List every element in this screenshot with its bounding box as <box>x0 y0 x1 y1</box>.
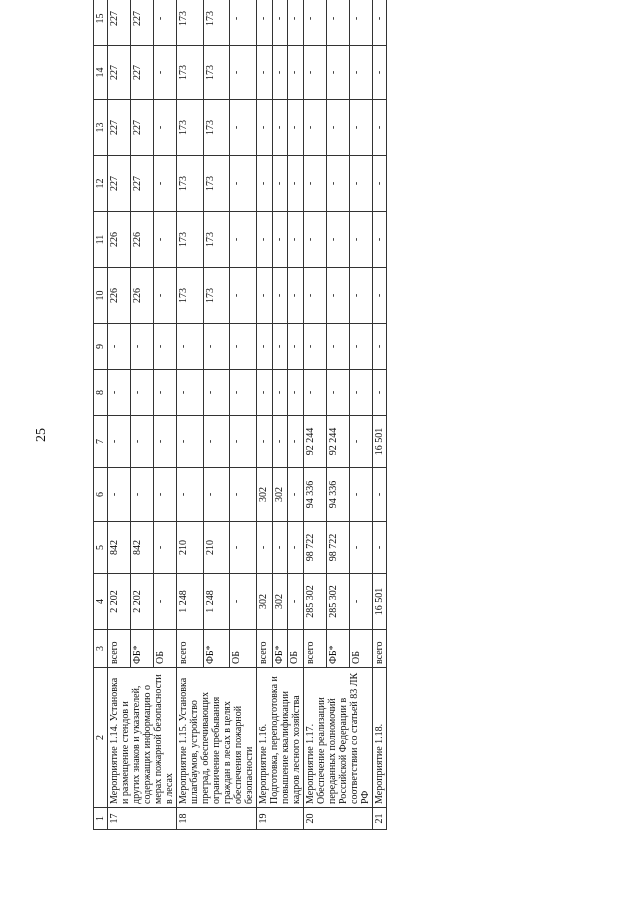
funding-source: всего <box>304 630 327 668</box>
column-header: 6 <box>94 468 108 522</box>
value-cell: - <box>350 522 373 574</box>
value-cell: - <box>177 324 204 370</box>
value-cell: - <box>177 416 204 468</box>
value-cell: - <box>350 416 373 468</box>
value-cell: 173 <box>203 268 230 324</box>
column-header: 7 <box>94 416 108 468</box>
value-cell: - <box>230 212 257 268</box>
value-cell: - <box>230 324 257 370</box>
value-cell: - <box>154 0 177 46</box>
value-cell: 173 <box>177 268 204 324</box>
measure-description: Мероприятие 1.16. Подготовка, переподготовка и повышение квалификации кадров лесного хозяйства <box>257 668 304 808</box>
value-cell: - <box>257 212 273 268</box>
value-cell: - <box>230 574 257 630</box>
value-cell: - <box>327 100 350 156</box>
value-cell: - <box>177 370 204 416</box>
value-cell: - <box>203 468 230 522</box>
value-cell: - <box>272 212 288 268</box>
table-row <box>373 0 387 830</box>
value-cell: - <box>257 370 273 416</box>
value-cell: - <box>288 0 304 46</box>
value-cell: - <box>327 212 350 268</box>
value-cell: 173 <box>177 46 204 100</box>
funding-source: всего <box>257 630 273 668</box>
rotated-table-container <box>93 11 593 830</box>
value-cell: - <box>154 370 177 416</box>
value-cell: - <box>131 416 154 468</box>
value-cell: - <box>154 212 177 268</box>
value-cell: - <box>373 212 387 268</box>
value-cell: 285 302 <box>304 574 327 630</box>
funding-source: ОБ <box>154 630 177 668</box>
value-cell: - <box>288 416 304 468</box>
value-cell: - <box>154 268 177 324</box>
value-cell: - <box>131 370 154 416</box>
value-cell: - <box>350 46 373 100</box>
value-cell: 173 <box>203 100 230 156</box>
value-cell: 173 <box>177 100 204 156</box>
value-cell: 227 <box>108 46 131 100</box>
funding-source: ОБ <box>230 630 257 668</box>
value-cell: - <box>272 268 288 324</box>
value-cell: 226 <box>108 268 131 324</box>
value-cell: - <box>288 522 304 574</box>
column-header: 2 <box>94 668 108 808</box>
value-cell: - <box>327 46 350 100</box>
value-cell: - <box>272 324 288 370</box>
value-cell: 226 <box>131 268 154 324</box>
funding-source: ФБ* <box>272 630 288 668</box>
value-cell: - <box>350 156 373 212</box>
value-cell: - <box>272 522 288 574</box>
funding-source: всего <box>373 630 387 668</box>
value-cell: 285 302 <box>327 574 350 630</box>
value-cell: - <box>154 522 177 574</box>
value-cell: 227 <box>131 100 154 156</box>
value-cell: 16 501 <box>373 416 387 468</box>
value-cell: - <box>327 324 350 370</box>
value-cell: - <box>327 156 350 212</box>
value-cell: - <box>288 100 304 156</box>
column-header: 11 <box>94 212 108 268</box>
value-cell: - <box>304 324 327 370</box>
value-cell: - <box>288 370 304 416</box>
value-cell: 227 <box>131 0 154 46</box>
value-cell: - <box>230 0 257 46</box>
table-row <box>177 0 204 830</box>
value-cell: - <box>257 0 273 46</box>
value-cell: - <box>350 324 373 370</box>
value-cell: 173 <box>203 156 230 212</box>
value-cell: 173 <box>177 212 204 268</box>
value-cell: - <box>154 574 177 630</box>
value-cell: - <box>257 46 273 100</box>
value-cell: - <box>272 100 288 156</box>
value-cell: - <box>288 212 304 268</box>
column-header: 9 <box>94 324 108 370</box>
value-cell: - <box>230 268 257 324</box>
value-cell: - <box>327 0 350 46</box>
value-cell: - <box>154 156 177 212</box>
value-cell: 226 <box>108 212 131 268</box>
row-number: 18 <box>177 808 257 830</box>
value-cell: - <box>154 468 177 522</box>
value-cell: - <box>304 212 327 268</box>
column-header: 14 <box>94 46 108 100</box>
value-cell: - <box>272 46 288 100</box>
value-cell: - <box>304 46 327 100</box>
row-number: 20 <box>304 808 373 830</box>
value-cell: 1 248 <box>177 574 204 630</box>
value-cell: 2 202 <box>131 574 154 630</box>
value-cell: 210 <box>177 522 204 574</box>
value-cell: - <box>350 100 373 156</box>
value-cell: 1 248 <box>203 574 230 630</box>
value-cell: 173 <box>203 0 230 46</box>
value-cell: - <box>288 468 304 522</box>
value-cell: - <box>177 468 204 522</box>
value-cell: - <box>230 522 257 574</box>
value-cell: 226 <box>131 212 154 268</box>
budget-table <box>93 0 387 830</box>
value-cell: - <box>131 324 154 370</box>
value-cell: 94 336 <box>327 468 350 522</box>
value-cell: - <box>108 468 131 522</box>
value-cell: - <box>203 324 230 370</box>
funding-source: ФБ* <box>327 630 350 668</box>
value-cell: 16 501 <box>373 574 387 630</box>
value-cell: 302 <box>272 468 288 522</box>
value-cell: - <box>350 212 373 268</box>
funding-source: ФБ* <box>203 630 230 668</box>
value-cell: 227 <box>108 0 131 46</box>
value-cell: 173 <box>177 156 204 212</box>
value-cell: - <box>288 324 304 370</box>
header-row <box>94 0 108 830</box>
value-cell: 173 <box>203 212 230 268</box>
column-header: 1 <box>94 808 108 830</box>
value-cell: - <box>373 522 387 574</box>
value-cell: - <box>373 46 387 100</box>
value-cell: - <box>373 324 387 370</box>
measure-description: Мероприятие 1.17. Обеспечение реализации переданных полномочий Российской Федерации в соответствии со статьей 83 ЛК РФ <box>304 668 373 808</box>
value-cell: 210 <box>203 522 230 574</box>
column-header: 3 <box>94 630 108 668</box>
table-row <box>304 0 327 830</box>
value-cell: - <box>350 370 373 416</box>
value-cell: - <box>257 324 273 370</box>
measure-description: Мероприятие 1.18. <box>373 668 387 808</box>
value-cell: - <box>327 268 350 324</box>
value-cell: - <box>373 156 387 212</box>
funding-source: ФБ* <box>131 630 154 668</box>
value-cell: - <box>108 370 131 416</box>
value-cell: - <box>108 416 131 468</box>
value-cell: - <box>272 416 288 468</box>
value-cell: - <box>203 370 230 416</box>
value-cell: - <box>350 468 373 522</box>
row-number: 19 <box>257 808 304 830</box>
value-cell: - <box>304 156 327 212</box>
value-cell: - <box>272 370 288 416</box>
value-cell: - <box>230 416 257 468</box>
value-cell: - <box>373 100 387 156</box>
value-cell: 302 <box>257 468 273 522</box>
value-cell: 227 <box>108 156 131 212</box>
value-cell: - <box>230 46 257 100</box>
value-cell: - <box>203 416 230 468</box>
value-cell: - <box>257 522 273 574</box>
row-number: 21 <box>373 808 387 830</box>
value-cell: - <box>373 370 387 416</box>
value-cell: - <box>230 100 257 156</box>
value-cell: 227 <box>131 46 154 100</box>
value-cell: 842 <box>131 522 154 574</box>
value-cell: - <box>350 574 373 630</box>
table-body <box>94 0 387 830</box>
column-header: 13 <box>94 100 108 156</box>
column-header: 4 <box>94 574 108 630</box>
value-cell: - <box>154 46 177 100</box>
value-cell: 92 244 <box>327 416 350 468</box>
value-cell: - <box>230 370 257 416</box>
measure-description: Мероприятие 1.15. Установка шлагбаумов, устройство преград, обеспечивающих ограничение пребывания граждан в лесах в целях обеспечения пожарной безопасности <box>177 668 257 808</box>
column-header: 10 <box>94 268 108 324</box>
funding-source: всего <box>108 630 131 668</box>
value-cell: - <box>154 416 177 468</box>
measure-description: Мероприятие 1.14. Установка и размещение стендов и других знаков и указателей, содержащих информацию о мерах пожарной безопасности в лесах <box>108 668 177 808</box>
value-cell: - <box>304 100 327 156</box>
funding-source: ОБ <box>288 630 304 668</box>
value-cell: 302 <box>272 574 288 630</box>
column-header: 5 <box>94 522 108 574</box>
value-cell: - <box>327 370 350 416</box>
value-cell: 227 <box>131 156 154 212</box>
column-header: 8 <box>94 370 108 416</box>
value-cell: - <box>154 324 177 370</box>
value-cell: - <box>272 156 288 212</box>
value-cell: - <box>304 268 327 324</box>
row-number: 17 <box>108 808 177 830</box>
value-cell: - <box>272 0 288 46</box>
table-row <box>108 0 131 830</box>
value-cell: - <box>257 416 273 468</box>
value-cell: - <box>257 100 273 156</box>
value-cell: - <box>304 0 327 46</box>
value-cell: - <box>304 370 327 416</box>
value-cell: 842 <box>108 522 131 574</box>
column-header: 12 <box>94 156 108 212</box>
value-cell: 98 722 <box>304 522 327 574</box>
value-cell: 92 244 <box>304 416 327 468</box>
value-cell: - <box>154 100 177 156</box>
value-cell: 2 202 <box>108 574 131 630</box>
value-cell: - <box>350 0 373 46</box>
value-cell: - <box>373 468 387 522</box>
value-cell: - <box>288 268 304 324</box>
page-number: 25 <box>34 428 49 442</box>
column-header: 15 <box>94 0 108 46</box>
funding-source: ОБ <box>350 630 373 668</box>
value-cell: - <box>230 468 257 522</box>
value-cell: - <box>108 324 131 370</box>
value-cell: 98 722 <box>327 522 350 574</box>
funding-source: всего <box>177 630 204 668</box>
value-cell: - <box>230 156 257 212</box>
value-cell: 173 <box>177 0 204 46</box>
value-cell: - <box>288 156 304 212</box>
value-cell: - <box>257 156 273 212</box>
value-cell: - <box>288 46 304 100</box>
value-cell: - <box>373 0 387 46</box>
value-cell: 173 <box>203 46 230 100</box>
value-cell: 94 336 <box>304 468 327 522</box>
value-cell: - <box>288 574 304 630</box>
value-cell: - <box>350 268 373 324</box>
table-row <box>257 0 273 830</box>
value-cell: - <box>131 468 154 522</box>
value-cell: - <box>257 268 273 324</box>
value-cell: 302 <box>257 574 273 630</box>
value-cell: 227 <box>108 100 131 156</box>
value-cell: - <box>373 268 387 324</box>
